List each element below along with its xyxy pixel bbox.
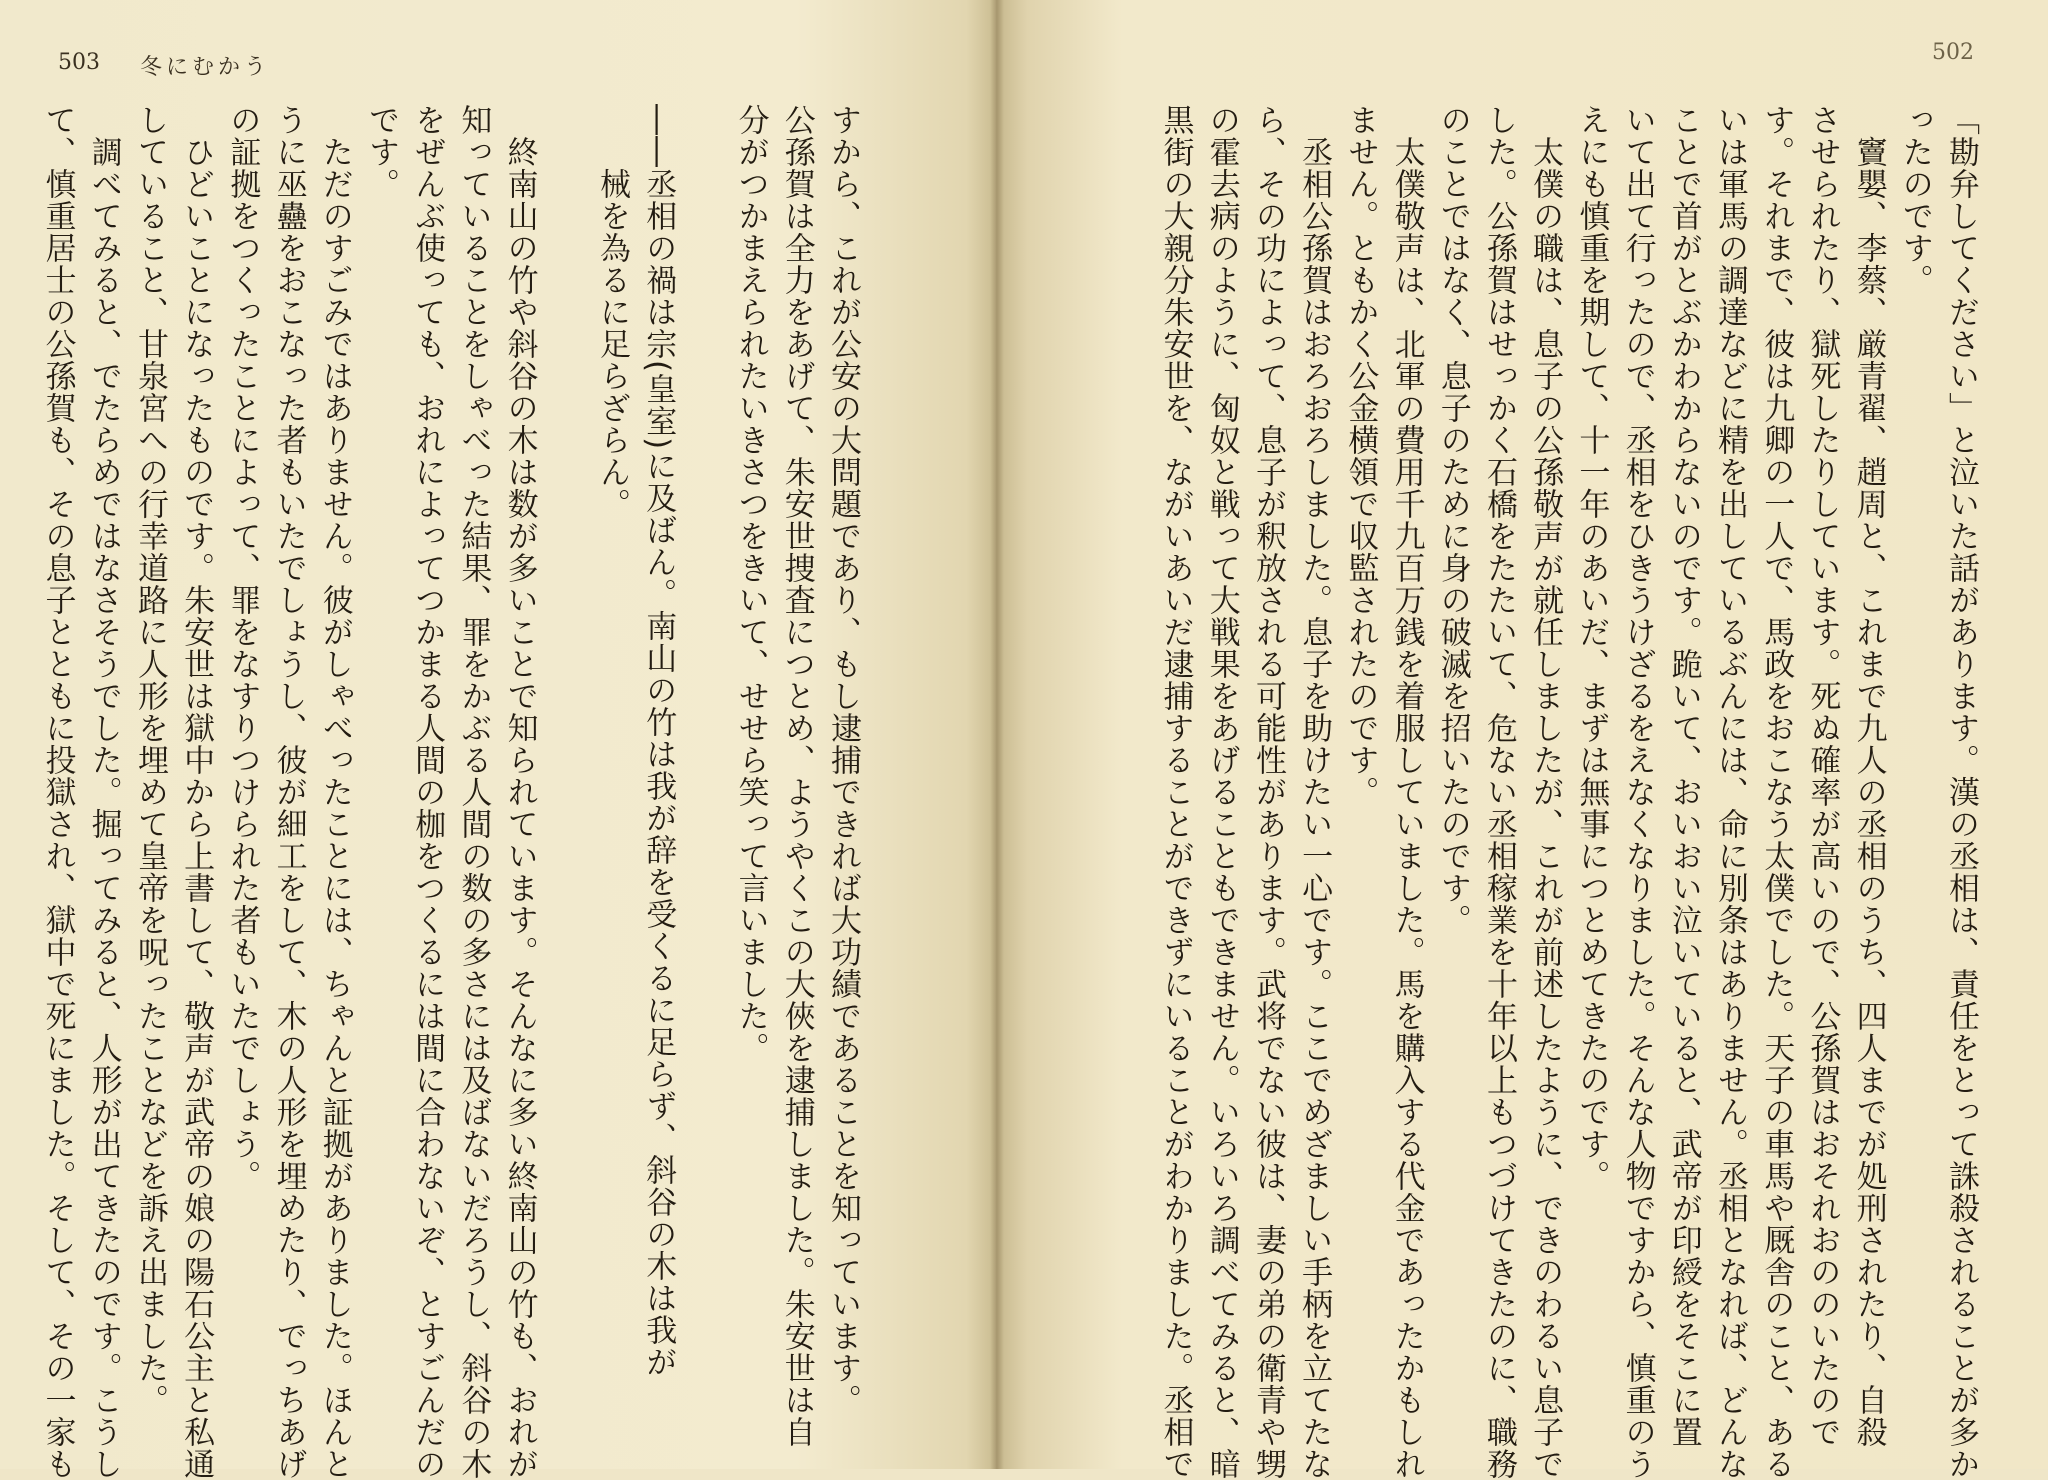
text-column: えにも慎重を期して、十一年のあいだ、まずは無事につとめてきたのです。 [1573, 104, 1610, 1192]
right-page-number: 502 [1932, 40, 1974, 65]
text-column: ら、その功によって、息子が釈放される可能性があります。武将でない彼は、妻の弟の衛青や甥 [1249, 104, 1286, 1480]
text-column: いは軍馬の調達などに精を出しているぶんには、命に別条はありません。丞相となれば、どんな [1711, 104, 1748, 1480]
text-column: ったのです。 [1896, 104, 1933, 296]
text-column: ません。ともかく公金横領で収監されたのです。 [1342, 104, 1379, 808]
right-page-body [1114, 104, 1984, 1480]
text-column: ひどいことになったものです。朱安世は獄中から上書して、敬声が武帝の娘の陽石公主と私通 [178, 104, 215, 1480]
text-column: ことで首がとぶかわからないのです。跪いて、おいおい泣いていると、武帝が印綬をそこに置 [1665, 104, 1702, 1448]
text-column: ただのすごみではありません。彼がしゃべったことには、ちゃんと証拠がありました。ほんと [316, 104, 353, 1480]
text-column: 分がつかまえられたいきさつをきいて、せせら笑って言いました。 [732, 104, 769, 1064]
text-column: させられたり、獄死したりしています。死ぬ確率が高いので、公孫賀はおそれおののいたので [1804, 104, 1841, 1448]
text-column: 終南山の竹や斜谷の木は数が多いことで知られています。そんなに多い終南山の竹も、おれが [501, 104, 538, 1480]
text-column: 知っていることをしゃべった結果、罪をかぶる人間の数の多さには及ばないだろうし、斜谷の木 [455, 104, 492, 1480]
text-column: のことではなく、息子のために身の破滅を招いたのです。 [1434, 104, 1471, 936]
text-column: 「勘弁してください」と泣いた話があります。漢の丞相は、責任をとって誅殺されることが多か [1943, 104, 1979, 1480]
text-column: 竇嬰、李蔡、厳青翟、趙周と、これまで九人の丞相のうち、四人までが処刑されたり、自殺 [1850, 104, 1887, 1448]
text-column: 調べてみると、でたらめではなさそうでした。掘ってみると、人形が出てきたのです。こうし [85, 104, 122, 1480]
text-column: 太僕敬声は、北軍の費用千九百万銭を着服していました。馬を購入する代金であったかもしれ [1388, 104, 1425, 1480]
text-column: す。それまで、彼は九卿の一人で、馬政をおこなう太僕でした。天子の車馬や厩舎のこと、ある [1758, 104, 1795, 1480]
text-column: していること、甘泉宮への行幸道路に人形を埋めて皇帝を呪ったことなどを訴え出ました。 [131, 104, 168, 1416]
text-column: の証拠をつくったことによって、罪をなすりつけられた者もいたでしょう。 [224, 104, 261, 1192]
book-gutter [990, 0, 1004, 1469]
text-column: 丞相公孫賀はおろおろしました。息子を助けたい一心です。ここでめざましい手柄を立てたな [1296, 104, 1333, 1480]
text-column: をぜんぶ使っても、おれによってつかまる人間の枷をつくるには間に合わないぞ、とすごんだの [409, 104, 446, 1480]
text-column: 公孫賀は全力をあげて、朱安世捜査につとめ、ようやくこの大俠を逮捕しました。朱安世は自 [778, 104, 815, 1448]
text-column [681, 104, 727, 1454]
text-column: 黒街の大親分朱安世を、ながいあいだ逮捕することができずにいることがわかりました。丞相で [1157, 104, 1194, 1480]
text-column: て、慎重居士の公孫賀も、その息子とともに投獄され、獄中で死にました。そして、その一家も [39, 104, 76, 1480]
left-page-number: 503 [58, 50, 100, 75]
running-head: 冬にむかう [140, 55, 271, 80]
text-column: すから、これが公安の大問題であり、もし逮捕できれば大功績であることを知っています。 [825, 104, 861, 1416]
left-page-body [39, 104, 866, 1480]
text-column: いて出て行ったので、丞相をひきうけざるをえなくなりました。そんな人物ですから、慎重のう [1619, 104, 1656, 1480]
text-column: 械を為るに足らざらん。 [593, 104, 630, 520]
text-column: 太僕の職は、息子の公孫敬声が就任しましたが、これが前述したように、できのわるい息子で [1527, 104, 1564, 1480]
text-column: した。公孫賀はせっかく石橋をたたいて、危ない丞相稼業を十年以上もつづけてきたのに、職務 [1480, 104, 1517, 1480]
text-column: の霍去病のように、匈奴と戦って大戦果をあげることもできません。いろいろ調べてみると、暗 [1203, 104, 1240, 1480]
text-column: です。 [362, 104, 399, 200]
text-column: うに巫蠱をおこなった者もいたでしょうし、彼が細工をして、木の人形を埋めたり、でっちあげ [270, 104, 307, 1480]
text-column [543, 104, 589, 1454]
text-column: ――丞相の禍は宗(皇室)に及ばん。南山の竹は我が辞を受くるに足らず、斜谷の木は我が [640, 104, 677, 1379]
